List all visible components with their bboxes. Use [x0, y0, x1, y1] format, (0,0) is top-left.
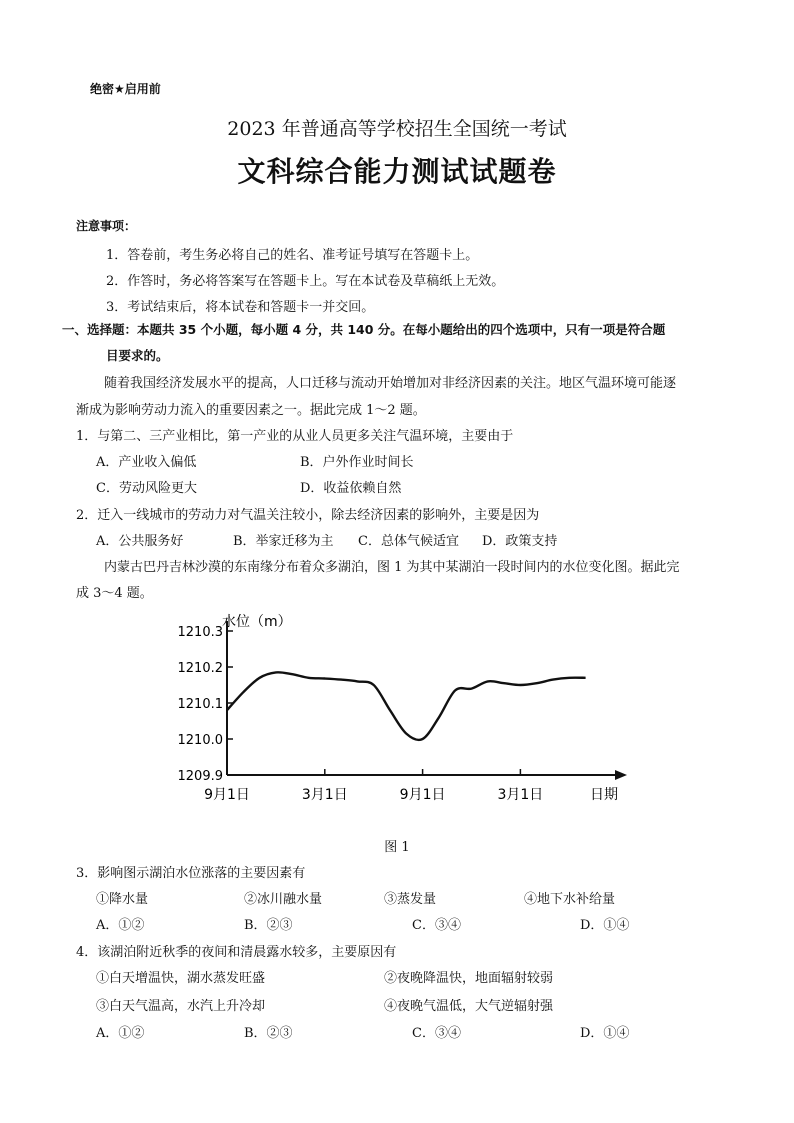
question-4-stem: 4．该湖泊附近秋季的夜间和清晨露水较多，主要原因有 — [76, 945, 397, 960]
q3-option-b: B．②③ — [244, 918, 293, 933]
q2-option-b: B．举家迁移为主 — [233, 534, 334, 549]
y-tick-label: 1209.9 — [177, 769, 223, 784]
q4-factor-2: ②夜晚降温快，地面辐射较弱 — [384, 971, 554, 986]
passage-2-cont: 成 3～4 题。 — [76, 586, 153, 601]
water-level-series-line — [227, 672, 586, 740]
passage-1: 随着我国经济发展水平的提高，人口迁移与流动开始增加对非经济因素的关注。地区气温环境可能逐 — [104, 376, 677, 391]
x-tick-label: 3月1日 — [301, 787, 348, 803]
x-tick-label: 9月1日 — [204, 787, 250, 803]
water-level-chart — [160, 605, 640, 810]
section-heading: 一、选择题：本题共 35 个小题，每小题 4 分，共 140 分。在每小题给出的四个选项中，只有一项是符合题 — [62, 322, 666, 337]
question-1-stem: 1．与第二、三产业相比，第一产业的从业人员更多关注气温环境，主要由于 — [76, 429, 514, 444]
y-tick-label: 1210.0 — [177, 733, 223, 748]
q2-option-d: D．政策支持 — [482, 534, 558, 549]
q1-option-c: C．劳动风险更大 — [96, 481, 197, 496]
y-axis-label: 水位（m） — [222, 614, 292, 630]
q4-factor-1: ①白天增温快，湖水蒸发旺盛 — [96, 971, 266, 986]
q1-option-a: A．产业收入偏低 — [96, 455, 197, 470]
x-tick-label: 3月1日 — [497, 787, 544, 803]
y-tick-label: 1210.1 — [177, 697, 223, 712]
exam-title: 2023 年普通高等学校招生全国统一考试 — [227, 118, 567, 140]
q4-option-d: D．①④ — [580, 1026, 630, 1041]
q3-factor-1: ①降水量 — [96, 892, 149, 907]
x-axis-arrow — [615, 770, 627, 780]
notes-item: 1．答卷前，考生务必将自己的姓名、准考证号填写在答题卡上。 — [106, 248, 479, 263]
y-tick-label: 1210.3 — [177, 625, 223, 640]
figure-caption: 图 1 — [384, 840, 410, 855]
q4-option-b: B．②③ — [244, 1026, 293, 1041]
question-2-stem: 2．迁入一线城市的劳动力对气温关注较小，除去经济因素的影响外，主要是因为 — [76, 508, 540, 523]
q3-option-c: C．③④ — [412, 918, 461, 933]
paper-title: 文科综合能力测试试题卷 — [237, 155, 557, 188]
q4-option-c: C．③④ — [412, 1026, 461, 1041]
q4-option-a: A．①② — [96, 1026, 145, 1041]
q3-factor-2: ②冰川融水量 — [244, 892, 323, 907]
q1-option-d: D．收益依赖自然 — [300, 481, 402, 496]
y-tick-label: 1210.2 — [177, 661, 223, 676]
q3-option-a: A．①② — [96, 918, 145, 933]
q3-factor-4: ④地下水补给量 — [524, 892, 616, 907]
passage-2: 内蒙古巴丹吉林沙漠的东南缘分布着众多湖泊，图 1 为其中某湖泊一段时间内的水位变化图。据此完 — [104, 560, 680, 575]
x-axis-label: 日期 — [590, 787, 618, 803]
notes-item: 3．考试结束后，将本试卷和答题卡一并交回。 — [106, 300, 375, 315]
section-heading-cont: 目要求的。 — [106, 348, 169, 363]
q2-option-a: A．公共服务好 — [96, 534, 184, 549]
q3-option-d: D．①④ — [580, 918, 630, 933]
q4-factor-3: ③白天气温高，水汽上升冷却 — [96, 999, 266, 1014]
question-3-stem: 3．影响图示湖泊水位涨落的主要因素有 — [76, 866, 306, 881]
notes-item: 2．作答时，务必将答案写在答题卡上。写在本试卷及草稿纸上无效。 — [106, 274, 505, 289]
notes-title: 注意事项： — [76, 219, 137, 233]
confidential-label: 绝密★启用前 — [90, 82, 161, 96]
q1-option-b: B．户外作业时间长 — [300, 455, 414, 470]
passage-1-cont: 渐成为影响劳动力流入的重要因素之一。据此完成 1～2 题。 — [76, 403, 426, 418]
q3-factor-3: ③蒸发量 — [384, 892, 437, 907]
q2-option-c: C．总体气候适宜 — [358, 534, 459, 549]
q4-factor-4: ④夜晚气温低，大气逆辐射强 — [384, 999, 554, 1014]
x-tick-label: 9月1日 — [399, 787, 446, 803]
